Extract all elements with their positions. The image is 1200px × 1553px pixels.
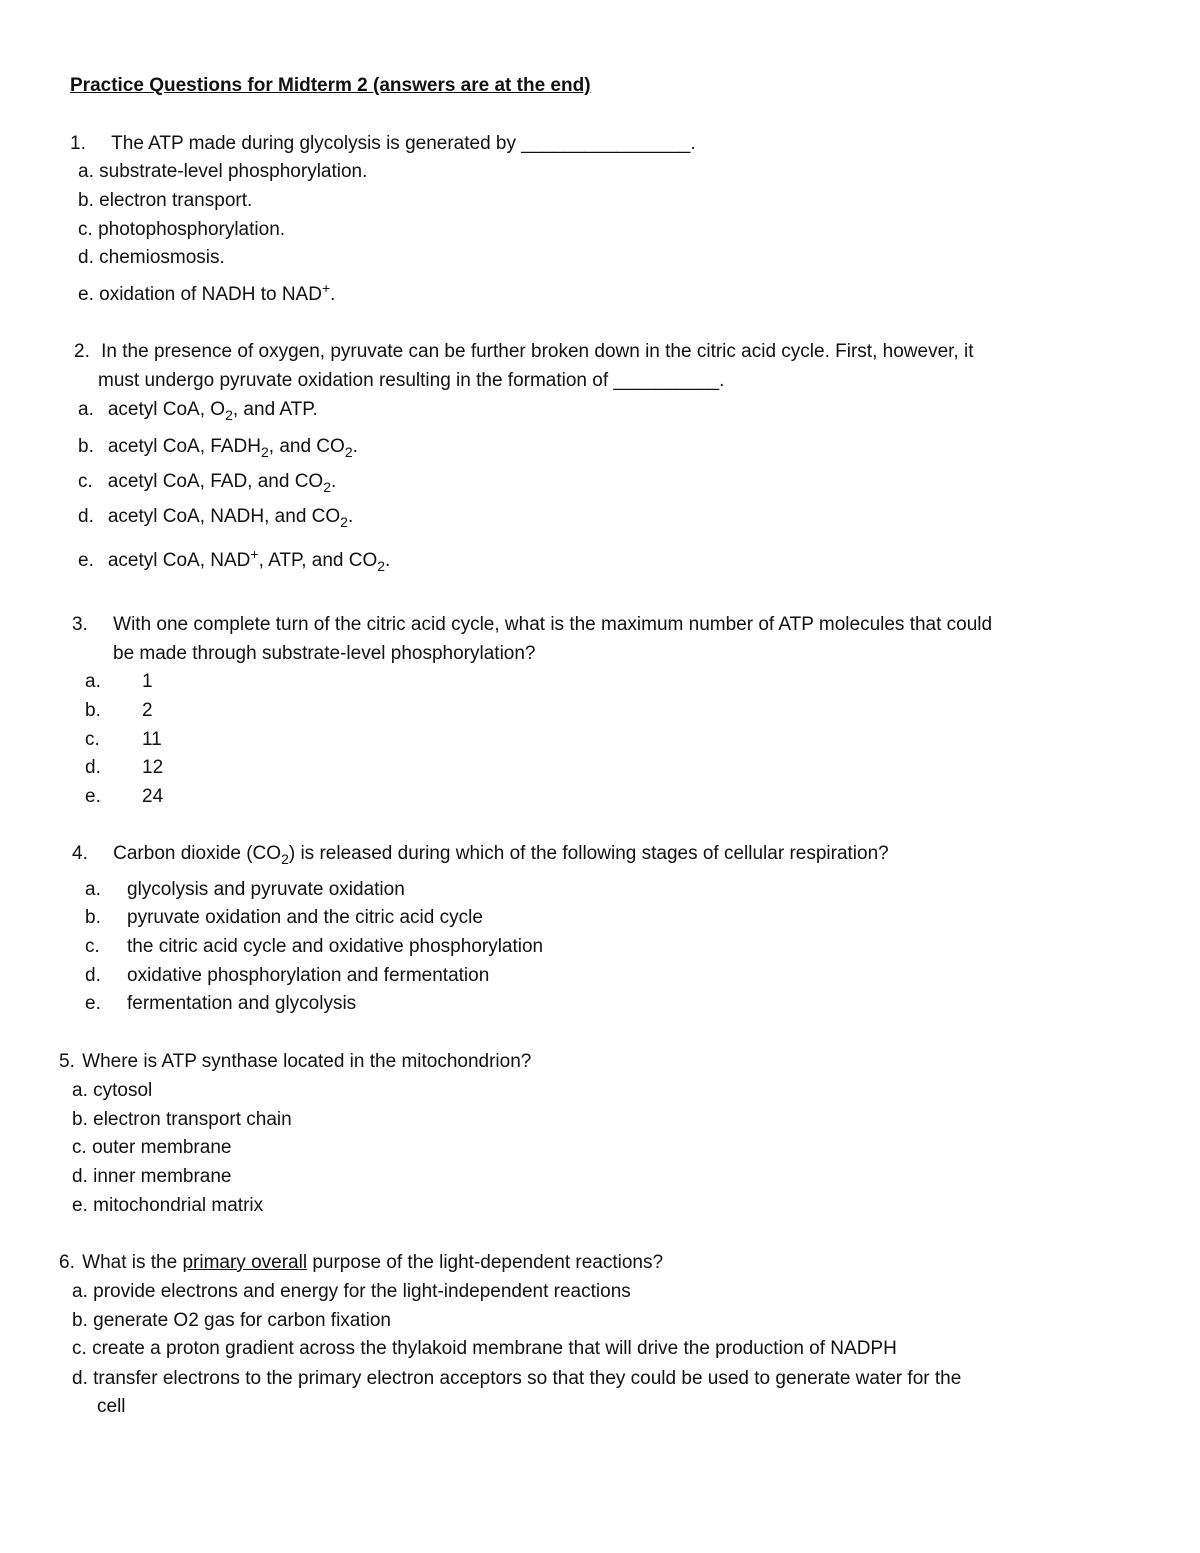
question-2 <box>74 340 973 364</box>
question-6 <box>59 1251 663 1275</box>
option-cont: cell <box>97 1396 126 1417</box>
option: a. substrate-level phosphorylation. <box>78 161 368 182</box>
question-text-cont: be made through substrate-level phosphorylation? <box>113 643 536 664</box>
question-number: 6. <box>59 1252 75 1273</box>
option: b. electron transport chain <box>72 1109 292 1130</box>
question-3 <box>72 613 992 637</box>
question-5 <box>59 1050 531 1074</box>
option: d. acetyl CoA, NADH, and $CO_2$. <box>78 506 354 530</box>
question-number: 2. <box>74 341 90 362</box>
question-number: 1. <box>70 133 86 154</box>
option: c. outer membrane <box>72 1137 232 1158</box>
option: d. inner membrane <box>72 1166 232 1187</box>
option: a. provide electrons and energy for the light-independent reactions <box>72 1281 631 1302</box>
option: c. photophosphorylation. <box>78 219 286 240</box>
option: e. mitochondrial matrix <box>72 1195 264 1216</box>
option: b. electron transport. <box>78 190 253 211</box>
question-text: Carbon dioxide $(CO_2)$ is released during which of the following stages of cellular respiration? <box>113 843 889 867</box>
option: e. acetyl CoA, NAD+, ATP, and $CO_2$. <box>78 546 391 574</box>
question-number: 3. <box>72 614 88 635</box>
answer-blank: ________________. <box>521 133 696 154</box>
option: d. transfer electrons to the primary electron acceptors so that they could be used to generate water for the <box>72 1368 962 1389</box>
question-text: The ATP made during glycolysis is generated by <box>111 133 516 154</box>
question-4 <box>72 842 889 866</box>
question-number: 5. <box>59 1051 75 1072</box>
question-1 <box>70 132 696 156</box>
option: a. cytosol <box>72 1080 153 1101</box>
question-text: Where is ATP synthase located in the mitochondrion? <box>82 1051 532 1072</box>
option: c. create a proton gradient across the thylakoid membrane that will drive the production of NADPH <box>72 1338 897 1359</box>
question-text: In the presence of oxygen, pyruvate can be further broken down in the citric acid cycle. First, however, it <box>101 341 974 362</box>
option: d. chemiosmosis. <box>78 247 225 268</box>
question-text-cont: must undergo pyruvate oxidation resulting in the formation of __________. <box>98 370 725 391</box>
document-page: Practice Questions for Midterm 2 (answers are at the end) 1. The ATP made during glycolysis is generated by ________________. a. substrate-level phosphorylation. b. electron transport. c. photophosphorylation. d. chemiosmosis. e. oxidation of NADH to NAD+. 2. In the presence of oxygen, pyruvate can be further broken down in the citric acid cycle. First, however, it must undergo pyruvate oxidation resulting in the formation of __________. a. acetyl CoA, $O_2$, and ATP. b. acetyl CoA, $FADH_2$, and $CO_2$. c. acetyl CoA, FAD, and $CO_2$. d. acetyl CoA, NADH, and $CO_2$. e. acetyl CoA, NAD+, ATP, and $CO_2$. 3. With one complete turn of the citric acid cycle, what is the maximum number of ATP molecules that could be made through substrate-level phosphorylation? a. 1 b. 2 c. 11 d. 12 e. 24 4. Carbon dioxide $(CO_2)$ is released during which of the following stages of cellular respiration? a. glycolysis and pyruvate oxidation b. pyruvate oxidation and the citric acid cycle c. the citric acid cycle and oxidative phosphorylation d. oxidative phosphorylation and fermentation e. fermentation and glycolysis 5. Where is ATP synthase located in the mitochondrion? a. cytosol b. electron transport chain c. outer membrane d. inner membrane e. mitochondrial matrix 6. What is the primary overall purpose of the light-dependent reactions? a. provide electrons and energy for the light-independent reactions b. generate O2 gas for carbon fixation c. create a proton gradient across the thylakoid membrane that will drive the production of NADPH d. transfer electrons to the primary electron acceptors so that they could be used to generate water for the cell <box>59 75 993 1417</box>
question-text: With one complete turn of the citric acid cycle, what is the maximum number of ATP molecules that could <box>113 614 993 635</box>
option: b. generate O2 gas for carbon fixation <box>72 1310 391 1331</box>
question-text: What is the primary overall purpose of the light-dependent reactions? <box>82 1252 664 1273</box>
option: c. acetyl CoA, FAD, and $CO_2$. <box>78 471 337 495</box>
option: a. acetyl CoA, $O_2$, and ATP. <box>78 399 318 423</box>
option: e. oxidation of NADH to NAD+. <box>78 280 336 305</box>
option: b. acetyl CoA, $FADH_2$, and $CO_2$. <box>78 436 358 460</box>
page-title: Practice Questions for Midterm 2 (answers are at the end) <box>70 75 591 96</box>
question-number: 4. <box>72 843 88 864</box>
